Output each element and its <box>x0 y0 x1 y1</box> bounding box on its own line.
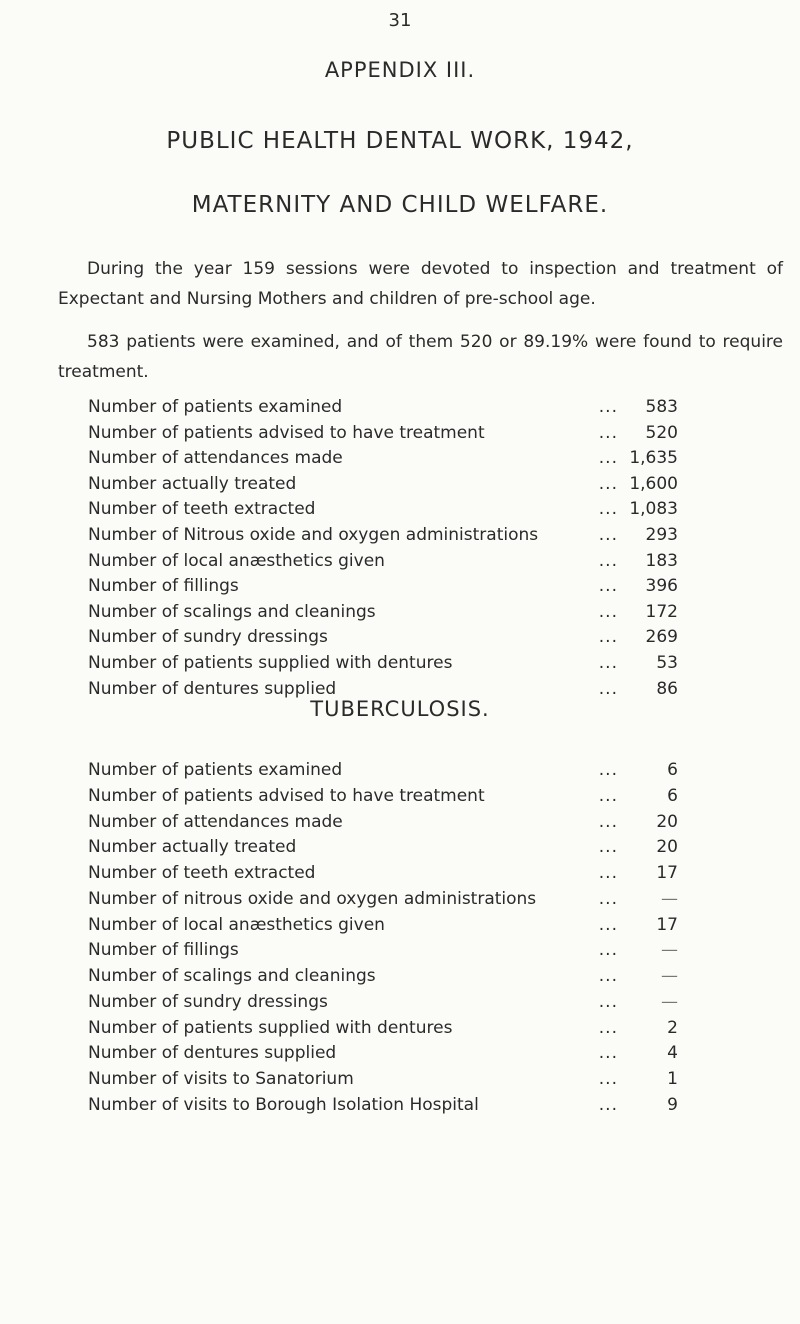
stat-value: 269 <box>645 627 678 648</box>
leader-dots: ... <box>598 499 618 520</box>
stat-label: Number of local anæsthetics given <box>88 914 385 935</box>
leader-dots: ... <box>598 524 618 545</box>
leader-dots: ... <box>598 576 618 597</box>
stat-label: Number of dentures supplied <box>88 1043 337 1064</box>
leader-dots: ... <box>598 760 618 780</box>
stat-value: 520 <box>645 422 678 443</box>
stat-value: 6 <box>667 785 678 806</box>
stat-value: 53 <box>656 652 678 673</box>
leader-dots: ... <box>598 811 618 832</box>
stat-value: 9 <box>667 1094 678 1115</box>
stat-value: 17 <box>656 914 678 935</box>
stat-value: — <box>661 888 678 909</box>
leader-dots: ... <box>598 422 618 443</box>
stat-row <box>88 446 678 472</box>
leader-dots: ... <box>598 863 618 883</box>
stat-value: 293 <box>645 524 678 545</box>
stat-label: Number of teeth extracted <box>88 863 316 883</box>
stat-value: 6 <box>667 760 678 780</box>
stat-value: — <box>661 940 678 961</box>
stat-row <box>88 1041 678 1067</box>
stat-row <box>88 938 678 964</box>
stat-label: Number of dentures supplied <box>88 678 337 699</box>
stat-row <box>88 523 678 549</box>
leader-dots: ... <box>598 652 618 673</box>
stat-label: Number of patients examined <box>88 397 343 417</box>
stat-row <box>88 835 678 861</box>
intro-paragraph: During the year 159 sessions were devoted to inspection and treatment of Expectant and Nursing Mothers and children of pre-school age. <box>58 259 783 309</box>
stat-label: Number of fillings <box>88 576 239 597</box>
stat-label: Number of patients examined <box>88 760 343 780</box>
tuberculosis-stats-list <box>88 758 678 1119</box>
stat-value: 1,600 <box>629 473 678 494</box>
stat-value: 1 <box>667 1069 678 1089</box>
examination-summary-paragraph: 583 patients were examined, and of them 520 or 89.19% were found to require treatment. <box>58 332 783 382</box>
stat-row <box>88 497 678 523</box>
stat-label: Number of visits to Borough Isolation Hospital <box>88 1094 479 1115</box>
stat-value: 4 <box>667 1043 678 1064</box>
leader-dots: ... <box>598 914 618 935</box>
stat-row <box>88 861 678 887</box>
leader-dots: ... <box>598 397 618 417</box>
stat-value: 396 <box>645 576 678 597</box>
stat-label: Number of visits to Sanatorium <box>88 1069 354 1089</box>
leader-dots: ... <box>598 991 618 1012</box>
stat-label: Number of scalings and cleanings <box>88 966 376 986</box>
leader-dots: ... <box>598 888 618 909</box>
stat-row <box>88 758 678 784</box>
stat-row <box>88 651 678 677</box>
stat-row <box>88 600 678 626</box>
stat-value: 172 <box>645 601 678 622</box>
stat-row <box>88 549 678 575</box>
stat-value: 20 <box>656 837 678 858</box>
stat-label: Number of attendances made <box>88 811 343 832</box>
stat-label: Number of patients advised to have treatment <box>88 785 485 806</box>
stat-label: Number of fillings <box>88 940 239 961</box>
stat-row <box>88 913 678 939</box>
stat-label: Number actually treated <box>88 837 297 858</box>
stat-value: 20 <box>656 811 678 832</box>
stat-value: 2 <box>667 1017 678 1038</box>
stat-label: Number of scalings and cleanings <box>88 601 376 622</box>
report-title-line1: PUBLIC HEALTH DENTAL WORK, 1942, <box>166 128 634 154</box>
stat-value: 583 <box>645 397 678 417</box>
leader-dots: ... <box>598 1043 618 1064</box>
stat-label: Number of attendances made <box>88 448 343 469</box>
stat-label: Number actually treated <box>88 473 297 494</box>
leader-dots: ... <box>598 550 618 571</box>
stat-label: Number of sundry dressings <box>88 991 328 1012</box>
stat-label: Number of patients advised to have treatment <box>88 422 485 443</box>
maternity-stats-list <box>88 395 678 702</box>
leader-dots: ... <box>598 940 618 961</box>
leader-dots: ... <box>598 966 618 986</box>
stat-row <box>88 1016 678 1042</box>
stat-value: 17 <box>656 863 678 883</box>
leader-dots: ... <box>598 785 618 806</box>
stat-value: — <box>661 966 678 986</box>
stat-row <box>88 887 678 913</box>
appendix-heading: APPENDIX III. <box>324 58 476 82</box>
stat-value: 1,635 <box>629 448 678 469</box>
leader-dots: ... <box>598 601 618 622</box>
report-title-line2: MATERNITY AND CHILD WELFARE. <box>191 192 609 218</box>
stat-row <box>88 990 678 1016</box>
stat-label: Number of Nitrous oxide and oxygen administrations <box>88 524 539 545</box>
stat-label: Number of sundry dressings <box>88 627 328 648</box>
stat-row <box>88 421 678 447</box>
stat-row <box>88 395 678 421</box>
stat-row <box>88 784 678 810</box>
stat-value: 1,083 <box>629 499 678 520</box>
leader-dots: ... <box>598 448 618 469</box>
stat-row <box>88 574 678 600</box>
stat-row <box>88 1067 678 1093</box>
leader-dots: ... <box>598 837 618 858</box>
stat-value: 183 <box>645 550 678 571</box>
leader-dots: ... <box>598 473 618 494</box>
stat-label: Number of teeth extracted <box>88 499 316 520</box>
stat-label: Number of local anæsthetics given <box>88 550 385 571</box>
stat-label: Number of patients supplied with dentures <box>88 652 453 673</box>
leader-dots: ... <box>598 678 618 699</box>
leader-dots: ... <box>598 1069 618 1089</box>
stat-row <box>88 472 678 498</box>
leader-dots: ... <box>598 1017 618 1038</box>
page-number: 31 <box>388 10 412 31</box>
stat-row <box>88 810 678 836</box>
leader-dots: ... <box>598 1094 618 1115</box>
stat-label: Number of patients supplied with dentures <box>88 1017 453 1038</box>
leader-dots: ... <box>598 627 618 648</box>
stat-row <box>88 964 678 990</box>
tuberculosis-heading: TUBERCULOSIS. <box>310 697 490 721</box>
stat-row <box>88 625 678 651</box>
stat-value: — <box>661 991 678 1012</box>
stat-label: Number of nitrous oxide and oxygen administrations <box>88 888 537 909</box>
stat-value: 86 <box>656 678 678 699</box>
stat-row <box>88 1093 678 1119</box>
